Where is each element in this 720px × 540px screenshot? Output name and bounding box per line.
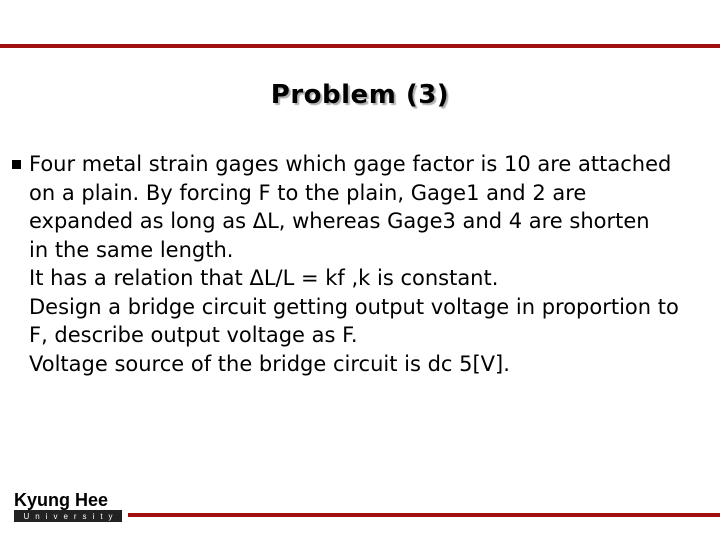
- top-rule: [0, 44, 720, 48]
- text-line: Voltage source of the bridge circuit is dc 5[V].: [29, 351, 510, 376]
- bullet-text: [29, 150, 718, 378]
- text-line: F, describe output voltage as F.: [29, 323, 358, 347]
- slide-title: Problem (3): [270, 80, 450, 110]
- problem-text: [12, 150, 718, 378]
- text-line: on a plain. By forcing F to the plain, Gage1 and 2 are: [29, 180, 587, 205]
- bottom-rule: [128, 513, 720, 517]
- text-line: Design a bridge circuit getting output voltage in proportion to: [29, 294, 679, 319]
- logo-name: Kyung Hee: [14, 490, 109, 510]
- text-line: Four metal strain gages which gage factor is 10 are attached: [29, 152, 672, 176]
- square-bullet-icon: [12, 160, 21, 169]
- text-line: It has a relation that ΔL/L = kf ,k is constant.: [29, 266, 499, 290]
- logo-subtitle: University: [23, 511, 119, 521]
- university-logo: [14, 490, 124, 526]
- text-line: in the same length.: [29, 237, 234, 262]
- bullet-item: [12, 150, 718, 378]
- logo-banner: [14, 510, 122, 522]
- text-line: expanded as long as ΔL, whereas Gage3 and 4 are shorten: [29, 209, 650, 233]
